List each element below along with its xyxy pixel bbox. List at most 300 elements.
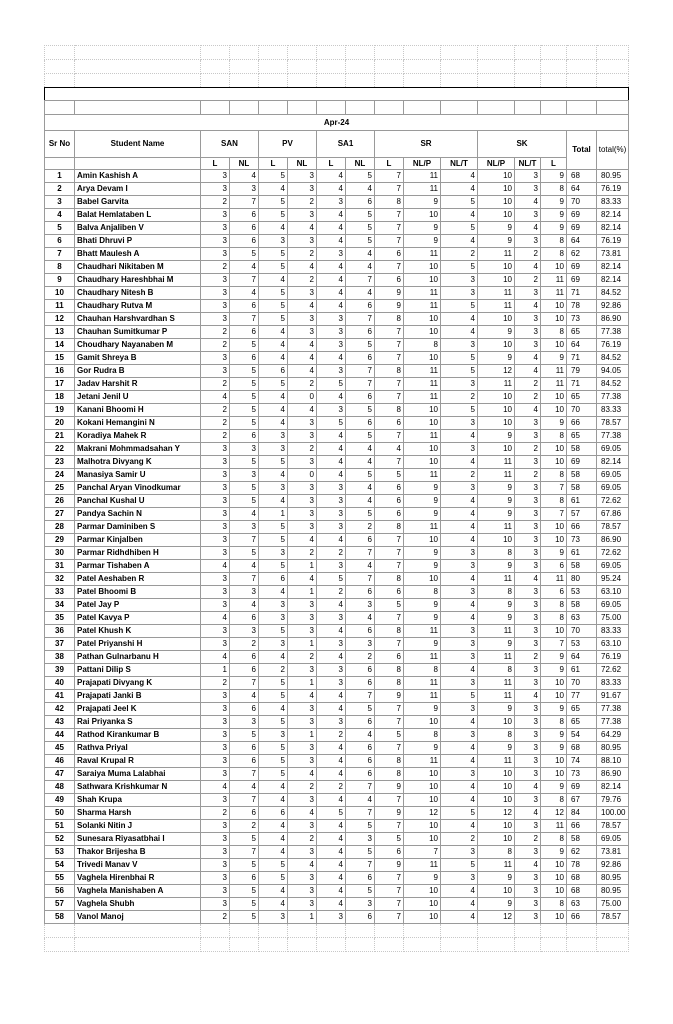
mark-cell: 8 (375, 664, 404, 677)
mark-cell: 9 (404, 196, 441, 209)
mark-cell: 3 (515, 313, 541, 326)
mark-cell: 3 (201, 625, 230, 638)
mark-cell: 3 (317, 482, 346, 495)
mark-cell: 3 (201, 898, 230, 911)
sr-no-cell: 42 (45, 703, 75, 716)
mark-cell: 10 (478, 716, 515, 729)
mark-cell: 7 (375, 170, 404, 183)
total-cell: 73 (567, 768, 597, 781)
mark-cell: 3 (317, 326, 346, 339)
mark-cell: 4 (317, 872, 346, 885)
percent-cell: 69.05 (597, 560, 629, 573)
mark-cell: 4 (317, 846, 346, 859)
sr-no-cell: 38 (45, 651, 75, 664)
percent-cell: 72.62 (597, 547, 629, 560)
mark-cell: 5 (230, 248, 259, 261)
mark-cell: 3 (201, 443, 230, 456)
mark-cell: 6 (375, 274, 404, 287)
blank-row (45, 88, 629, 101)
mark-cell: 5 (441, 859, 478, 872)
mark-cell: 4 (346, 612, 375, 625)
mark-cell: 3 (441, 729, 478, 742)
mark-cell: 9 (375, 807, 404, 820)
mark-cell: 4 (317, 690, 346, 703)
mark-cell: 3 (259, 443, 288, 456)
mark-cell: 3 (201, 300, 230, 313)
mark-cell: 3 (201, 287, 230, 300)
table-row (45, 274, 629, 287)
mark-cell: 4 (201, 391, 230, 404)
mark-cell: 7 (346, 547, 375, 560)
mark-cell: 7 (375, 352, 404, 365)
mark-cell: 8 (375, 196, 404, 209)
mark-cell: 5 (259, 209, 288, 222)
mark-cell: 4 (259, 352, 288, 365)
mark-cell: 4 (317, 170, 346, 183)
mark-cell: 3 (515, 911, 541, 924)
mark-cell: 8 (375, 768, 404, 781)
month-title: Apr-24 (45, 115, 629, 131)
mark-cell: 3 (441, 703, 478, 716)
mark-cell: 9 (478, 898, 515, 911)
mark-cell: 6 (230, 352, 259, 365)
total-cell: 71 (567, 352, 597, 365)
mark-cell: 3 (441, 638, 478, 651)
total-cell: 69 (567, 261, 597, 274)
mark-cell: 7 (375, 209, 404, 222)
sr-no-cell: 57 (45, 898, 75, 911)
mark-cell: 5 (346, 820, 375, 833)
header-percent: total(%) (597, 131, 629, 170)
mark-cell: 2 (441, 248, 478, 261)
mark-cell: 6 (230, 300, 259, 313)
mark-cell: 4 (441, 716, 478, 729)
percent-cell: 84.52 (597, 287, 629, 300)
table-row (45, 534, 629, 547)
mark-cell: 3 (515, 898, 541, 911)
mark-cell: 2 (230, 820, 259, 833)
mark-cell: 9 (404, 482, 441, 495)
mark-cell: 11 (404, 183, 441, 196)
mark-cell: 3 (515, 456, 541, 469)
sr-no-cell: 18 (45, 391, 75, 404)
mark-cell: 3 (317, 404, 346, 417)
percent-cell: 82.14 (597, 274, 629, 287)
percent-cell: 77.38 (597, 703, 629, 716)
sr-no-cell: 15 (45, 352, 75, 365)
mark-cell: 5 (230, 404, 259, 417)
mark-cell: 9 (404, 222, 441, 235)
sr-no-cell: 5 (45, 222, 75, 235)
mark-cell: 4 (317, 287, 346, 300)
percent-cell: 84.52 (597, 378, 629, 391)
mark-cell: 2 (201, 404, 230, 417)
mark-cell: 3 (259, 911, 288, 924)
sr-no-cell: 8 (45, 261, 75, 274)
mark-cell: 6 (230, 209, 259, 222)
mark-cell: 5 (259, 261, 288, 274)
mark-cell: 7 (346, 378, 375, 391)
mark-cell: 3 (515, 521, 541, 534)
mark-cell: 4 (259, 586, 288, 599)
mark-cell: 10 (541, 443, 567, 456)
header-row (45, 131, 629, 158)
mark-cell: 9 (404, 742, 441, 755)
mark-cell: 4 (288, 534, 317, 547)
mark-cell: 5 (259, 196, 288, 209)
mark-cell: 9 (478, 495, 515, 508)
mark-cell: 4 (230, 560, 259, 573)
mark-cell: 9 (478, 352, 515, 365)
mark-cell: 5 (230, 495, 259, 508)
mark-cell: 3 (259, 235, 288, 248)
table-row (45, 872, 629, 885)
mark-cell: 7 (375, 456, 404, 469)
mark-cell: 3 (201, 859, 230, 872)
sr-no-cell: 41 (45, 690, 75, 703)
sr-no-cell: 36 (45, 625, 75, 638)
mark-cell: 2 (288, 651, 317, 664)
table-row (45, 547, 629, 560)
mark-cell: 5 (230, 339, 259, 352)
student-name-cell: Rathva Priyal (75, 742, 201, 755)
mark-cell: 6 (346, 352, 375, 365)
mark-cell: 4 (441, 326, 478, 339)
mark-cell: 2 (317, 729, 346, 742)
mark-cell: 6 (346, 534, 375, 547)
mark-cell: 9 (404, 638, 441, 651)
table-row (45, 417, 629, 430)
mark-cell: 9 (478, 430, 515, 443)
mark-cell: 9 (541, 781, 567, 794)
mark-cell: 10 (541, 885, 567, 898)
mark-cell: 11 (404, 690, 441, 703)
mark-cell: 7 (375, 612, 404, 625)
student-name-cell: Pathan Gulnarbanu H (75, 651, 201, 664)
mark-cell: 3 (515, 768, 541, 781)
sr-no-cell: 29 (45, 534, 75, 547)
sr-no-cell: 51 (45, 820, 75, 833)
mark-cell: 11 (478, 625, 515, 638)
mark-cell: 7 (375, 898, 404, 911)
header-group-pv: PV (259, 131, 317, 158)
table-row (45, 391, 629, 404)
mark-cell: 7 (541, 638, 567, 651)
header-group-san: SAN (201, 131, 259, 158)
mark-cell: 3 (288, 209, 317, 222)
sr-no-cell: 46 (45, 755, 75, 768)
percent-cell: 69.05 (597, 833, 629, 846)
percent-cell: 82.14 (597, 781, 629, 794)
mark-cell: 8 (375, 521, 404, 534)
mark-cell: 3 (317, 521, 346, 534)
student-name-cell: Chauhan Harshvardhan S (75, 313, 201, 326)
student-name-cell: Parmar Kinjalben (75, 534, 201, 547)
mark-cell: 9 (541, 196, 567, 209)
mark-cell: 10 (404, 313, 441, 326)
student-name-cell: Arya Devam I (75, 183, 201, 196)
mark-cell: 10 (541, 300, 567, 313)
mark-cell: 3 (515, 547, 541, 560)
mark-cell: 3 (288, 417, 317, 430)
mark-cell: 10 (478, 794, 515, 807)
mark-cell: 9 (404, 599, 441, 612)
mark-cell: 3 (288, 898, 317, 911)
mark-cell: 11 (541, 287, 567, 300)
mark-cell: 7 (375, 820, 404, 833)
percent-cell: 63.10 (597, 638, 629, 651)
sr-no-cell: 7 (45, 248, 75, 261)
mark-cell: 4 (317, 443, 346, 456)
mark-cell: 5 (259, 248, 288, 261)
mark-cell: 4 (441, 521, 478, 534)
mark-cell: 7 (230, 313, 259, 326)
mark-cell: 2 (346, 651, 375, 664)
table-row (45, 287, 629, 300)
mark-cell: 7 (230, 768, 259, 781)
table-row (45, 586, 629, 599)
student-name-cell: Patel Jay P (75, 599, 201, 612)
mark-cell: 9 (478, 222, 515, 235)
mark-cell: 2 (515, 443, 541, 456)
mark-cell: 4 (288, 261, 317, 274)
mark-cell: 3 (201, 703, 230, 716)
header-total: Total (567, 131, 597, 170)
mark-cell: 8 (375, 677, 404, 690)
mark-cell: 11 (478, 859, 515, 872)
mark-cell: 4 (346, 261, 375, 274)
blank-row (45, 60, 629, 74)
mark-cell: 4 (288, 768, 317, 781)
mark-cell: 10 (404, 781, 441, 794)
sr-no-cell: 34 (45, 599, 75, 612)
blank-row (45, 74, 629, 88)
table-row (45, 664, 629, 677)
mark-cell: 4 (515, 261, 541, 274)
table-row (45, 638, 629, 651)
mark-cell: 4 (441, 183, 478, 196)
mark-cell: 7 (375, 430, 404, 443)
mark-cell: 11 (404, 287, 441, 300)
percent-cell: 80.95 (597, 170, 629, 183)
mark-cell: 4 (317, 391, 346, 404)
mark-cell: 11 (404, 391, 441, 404)
total-cell: 53 (567, 586, 597, 599)
percent-cell: 77.38 (597, 391, 629, 404)
student-name-cell: Raval Krupal R (75, 755, 201, 768)
mark-cell: 4 (317, 209, 346, 222)
mark-cell: 5 (259, 677, 288, 690)
subheader-cell: L (259, 158, 288, 170)
mark-cell: 4 (259, 326, 288, 339)
mark-cell: 3 (288, 287, 317, 300)
mark-cell: 11 (478, 456, 515, 469)
mark-cell: 9 (541, 547, 567, 560)
mark-cell: 3 (259, 482, 288, 495)
mark-cell: 8 (375, 625, 404, 638)
mark-cell: 3 (515, 716, 541, 729)
mark-cell: 4 (317, 794, 346, 807)
total-cell: 64 (567, 183, 597, 196)
mark-cell: 3 (317, 495, 346, 508)
mark-cell: 4 (317, 651, 346, 664)
mark-cell: 5 (375, 469, 404, 482)
percent-cell: 95.24 (597, 573, 629, 586)
mark-cell: 2 (515, 274, 541, 287)
total-cell: 71 (567, 378, 597, 391)
sr-no-cell: 33 (45, 586, 75, 599)
mark-cell: 3 (288, 521, 317, 534)
sr-no-cell: 1 (45, 170, 75, 183)
mark-cell: 10 (478, 261, 515, 274)
mark-cell: 7 (375, 742, 404, 755)
mark-cell: 8 (541, 183, 567, 196)
mark-cell: 6 (346, 716, 375, 729)
total-cell: 73 (567, 534, 597, 547)
table-row (45, 898, 629, 911)
table-row (45, 183, 629, 196)
mark-cell: 7 (375, 339, 404, 352)
mark-cell: 3 (288, 703, 317, 716)
mark-cell: 6 (346, 677, 375, 690)
total-cell: 77 (567, 690, 597, 703)
mark-cell: 7 (230, 196, 259, 209)
total-cell: 64 (567, 235, 597, 248)
mark-cell: 11 (478, 651, 515, 664)
mark-cell: 4 (346, 183, 375, 196)
sr-no-cell: 14 (45, 339, 75, 352)
mark-cell: 4 (441, 495, 478, 508)
mark-cell: 4 (346, 287, 375, 300)
mark-cell: 3 (201, 235, 230, 248)
total-cell: 78 (567, 300, 597, 313)
mark-cell: 3 (441, 872, 478, 885)
total-cell: 58 (567, 560, 597, 573)
sr-no-cell: 13 (45, 326, 75, 339)
mark-cell: 4 (441, 664, 478, 677)
mark-cell: 10 (404, 274, 441, 287)
mark-cell: 4 (230, 261, 259, 274)
mark-cell: 10 (541, 534, 567, 547)
mark-cell: 2 (201, 911, 230, 924)
mark-cell: 4 (317, 898, 346, 911)
mark-cell: 11 (404, 170, 441, 183)
mark-cell: 7 (346, 274, 375, 287)
mark-cell: 8 (375, 365, 404, 378)
mark-cell: 9 (478, 703, 515, 716)
total-cell: 69 (567, 209, 597, 222)
mark-cell: 3 (317, 508, 346, 521)
mark-cell: 3 (201, 365, 230, 378)
mark-cell: 12 (541, 807, 567, 820)
mark-cell: 3 (288, 430, 317, 443)
total-cell: 65 (567, 430, 597, 443)
mark-cell: 10 (404, 794, 441, 807)
total-cell: 67 (567, 794, 597, 807)
total-cell: 80 (567, 573, 597, 586)
student-name-cell: Bhatt Maulesh A (75, 248, 201, 261)
mark-cell: 6 (230, 872, 259, 885)
mark-cell: 4 (346, 794, 375, 807)
mark-cell: 6 (230, 430, 259, 443)
total-cell: 62 (567, 248, 597, 261)
percent-cell: 76.19 (597, 339, 629, 352)
mark-cell: 5 (346, 222, 375, 235)
mark-cell: 5 (230, 885, 259, 898)
mark-cell: 7 (375, 794, 404, 807)
mark-cell: 6 (375, 846, 404, 859)
mark-cell: 6 (346, 872, 375, 885)
percent-cell: 82.14 (597, 261, 629, 274)
sr-no-cell: 27 (45, 508, 75, 521)
sr-no-cell: 54 (45, 859, 75, 872)
mark-cell: 5 (230, 833, 259, 846)
mark-cell: 6 (346, 391, 375, 404)
student-name-cell: Panchal Aryan Vinodkumar (75, 482, 201, 495)
mark-cell: 4 (288, 404, 317, 417)
subheader-cell: NL (346, 158, 375, 170)
mark-cell: 5 (230, 547, 259, 560)
total-cell: 62 (567, 846, 597, 859)
mark-cell: 9 (478, 560, 515, 573)
sr-no-cell: 16 (45, 365, 75, 378)
total-cell: 70 (567, 677, 597, 690)
mark-cell: 10 (478, 885, 515, 898)
mark-cell: 3 (346, 898, 375, 911)
mark-cell: 6 (346, 625, 375, 638)
mark-cell: 4 (441, 820, 478, 833)
mark-cell: 11 (541, 378, 567, 391)
sr-no-cell: 55 (45, 872, 75, 885)
mark-cell: 3 (441, 677, 478, 690)
student-name-cell: Shah Krupa (75, 794, 201, 807)
mark-cell: 5 (346, 209, 375, 222)
mark-cell: 10 (541, 872, 567, 885)
mark-cell: 4 (515, 404, 541, 417)
mark-cell: 10 (541, 404, 567, 417)
mark-cell: 3 (288, 235, 317, 248)
mark-cell: 3 (317, 612, 346, 625)
mark-cell: 4 (259, 794, 288, 807)
mark-cell: 8 (478, 846, 515, 859)
mark-cell: 9 (375, 859, 404, 872)
total-cell: 73 (567, 313, 597, 326)
mark-cell: 3 (201, 352, 230, 365)
mark-cell: 3 (201, 521, 230, 534)
table-row (45, 729, 629, 742)
mark-cell: 6 (375, 586, 404, 599)
percent-cell: 83.33 (597, 625, 629, 638)
mark-cell: 6 (346, 586, 375, 599)
table-row (45, 365, 629, 378)
mark-cell: 2 (515, 469, 541, 482)
mark-cell: 11 (541, 820, 567, 833)
mark-cell: 4 (317, 885, 346, 898)
percent-cell: 80.95 (597, 885, 629, 898)
mark-cell: 10 (478, 417, 515, 430)
mark-cell: 11 (404, 248, 441, 261)
mark-cell: 2 (201, 807, 230, 820)
mark-cell: 3 (346, 638, 375, 651)
percent-cell: 72.62 (597, 664, 629, 677)
mark-cell: 10 (541, 755, 567, 768)
mark-cell: 3 (441, 274, 478, 287)
mark-cell: 5 (317, 378, 346, 391)
mark-cell: 4 (259, 885, 288, 898)
mark-cell: 3 (201, 729, 230, 742)
mark-cell: 4 (317, 534, 346, 547)
mark-cell: 6 (375, 651, 404, 664)
